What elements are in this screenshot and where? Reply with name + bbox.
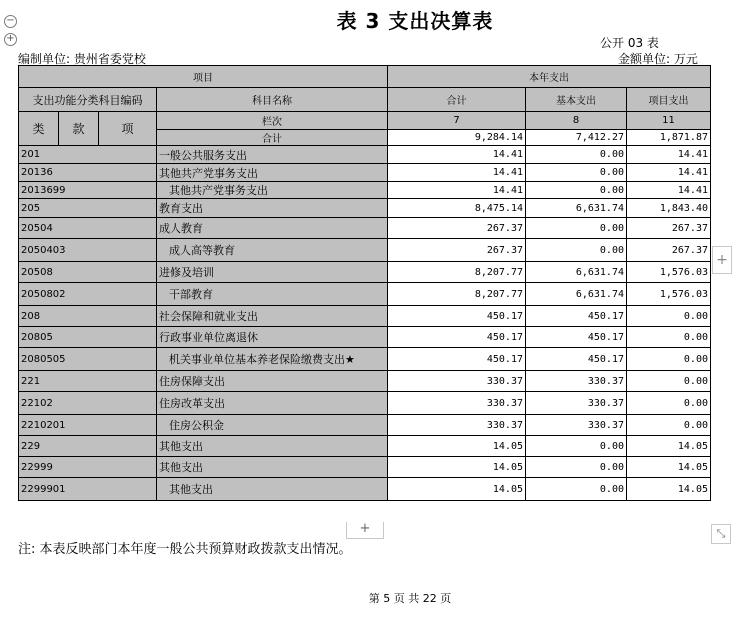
total-total: 9,284.14 (388, 130, 526, 146)
row-basic: 0.00 (526, 457, 627, 478)
row-basic: 450.17 (526, 306, 627, 327)
total-project: 1,871.87 (627, 130, 711, 146)
row-project: 14.41 (627, 164, 711, 182)
row-code: 205 (19, 199, 157, 218)
row-total: 330.37 (388, 371, 526, 392)
row-code: 229 (19, 436, 157, 457)
header-basic: 基本支出 (526, 88, 627, 112)
row-total: 8,207.77 (388, 283, 526, 306)
collapse-icon[interactable]: − (4, 15, 17, 28)
row-project: 14.05 (627, 478, 711, 501)
table-row (19, 348, 711, 371)
row-name: 其他支出 (157, 478, 388, 501)
row-project: 14.05 (627, 436, 711, 457)
row-total: 14.05 (388, 478, 526, 501)
header-xiang: 项 (99, 112, 157, 146)
row-name: 成人教育 (157, 218, 388, 239)
row-total: 267.37 (388, 218, 526, 239)
row-total: 330.37 (388, 392, 526, 415)
header-kuan: 款 (59, 112, 99, 146)
row-project: 0.00 (627, 306, 711, 327)
amount-unit: 金额单位: 万元 (618, 52, 698, 66)
row-code: 20504 (19, 218, 157, 239)
row-project: 267.37 (627, 239, 711, 262)
row-project: 0.00 (627, 415, 711, 436)
row-basic: 0.00 (526, 146, 627, 164)
row-total: 14.05 (388, 457, 526, 478)
table-row (19, 199, 711, 218)
row-basic: 0.00 (526, 478, 627, 501)
row-total: 267.37 (388, 239, 526, 262)
row-total: 8,207.77 (388, 262, 526, 283)
row-basic: 0.00 (526, 239, 627, 262)
total-label: 合计 (157, 130, 388, 146)
row-total: 450.17 (388, 306, 526, 327)
row-name: 行政事业单位离退休 (157, 327, 388, 348)
row-project: 0.00 (627, 392, 711, 415)
row-code: 2050802 (19, 283, 157, 306)
row-code: 201 (19, 146, 157, 164)
table-row (19, 146, 711, 164)
table-row (19, 392, 711, 415)
row-project: 1,843.40 (627, 199, 711, 218)
row-project: 267.37 (627, 218, 711, 239)
row-name: 其他支出 (157, 457, 388, 478)
table-row (19, 239, 711, 262)
row-name: 社会保障和就业支出 (157, 306, 388, 327)
row-name: 进修及培训 (157, 262, 388, 283)
row-basic: 330.37 (526, 392, 627, 415)
table-row (19, 457, 711, 478)
row-name: 其他共产党事务支出 (157, 164, 388, 182)
table-row (19, 478, 711, 501)
expenditure-table (18, 65, 711, 501)
row-project: 14.41 (627, 182, 711, 199)
add-row-icon[interactable]: + (346, 522, 384, 539)
header-subject-name: 科目名称 (157, 88, 388, 112)
total-basic: 7,412.27 (526, 130, 627, 146)
row-total: 330.37 (388, 415, 526, 436)
row-project: 1,576.03 (627, 262, 711, 283)
compiling-unit: 编制单位: 贵州省委党校 (18, 52, 146, 66)
row-total: 14.41 (388, 146, 526, 164)
row-total: 450.17 (388, 348, 526, 371)
table-row (19, 306, 711, 327)
table-row (19, 283, 711, 306)
row-basic: 330.37 (526, 415, 627, 436)
row-basic: 6,631.74 (526, 283, 627, 306)
row-project: 0.00 (627, 327, 711, 348)
row-code: 208 (19, 306, 157, 327)
table-row (19, 327, 711, 348)
row-total: 8,475.14 (388, 199, 526, 218)
row-code: 20508 (19, 262, 157, 283)
row-name: 住房保障支出 (157, 371, 388, 392)
header-col-basic: 8 (526, 112, 627, 130)
row-basic: 0.00 (526, 436, 627, 457)
row-basic: 0.00 (526, 164, 627, 182)
row-name: 住房公积金 (157, 415, 388, 436)
table-note: 注: 本表反映部门本年度一般公共预算财政拨款支出情况。 (18, 542, 352, 557)
row-code: 20136 (19, 164, 157, 182)
row-code: 2050403 (19, 239, 157, 262)
row-name: 成人高等教育 (157, 239, 388, 262)
row-code: 20805 (19, 327, 157, 348)
row-basic: 450.17 (526, 348, 627, 371)
row-total: 14.41 (388, 182, 526, 199)
row-name: 机关事业单位基本养老保险缴费支出★ (157, 348, 388, 371)
row-basic: 0.00 (526, 182, 627, 199)
header-func-code: 支出功能分类科目编码 (19, 88, 157, 112)
row-code: 22999 (19, 457, 157, 478)
expand-icon[interactable]: + (4, 33, 17, 46)
table-row (19, 262, 711, 283)
header-item: 项目 (19, 66, 388, 88)
row-total: 14.41 (388, 164, 526, 182)
page-title: 表 3 支出决算表 (336, 9, 494, 33)
row-total: 450.17 (388, 327, 526, 348)
header-col-total: 7 (388, 112, 526, 130)
table-number: 公开 03 表 (600, 36, 659, 50)
row-basic: 6,631.74 (526, 199, 627, 218)
header-lei: 类 (19, 112, 59, 146)
row-code: 2013699 (19, 182, 157, 199)
row-project: 0.00 (627, 348, 711, 371)
row-name: 干部教育 (157, 283, 388, 306)
row-code: 2210201 (19, 415, 157, 436)
row-project: 1,576.03 (627, 283, 711, 306)
row-code: 2080505 (19, 348, 157, 371)
header-current-year: 本年支出 (388, 66, 711, 88)
row-basic: 330.37 (526, 371, 627, 392)
table-row (19, 218, 711, 239)
header-column-no: 栏次 (157, 112, 388, 130)
table-row (19, 436, 711, 457)
table-row (19, 415, 711, 436)
header-total: 合计 (388, 88, 526, 112)
row-basic: 6,631.74 (526, 262, 627, 283)
page-indicator: 第 5 页 共 22 页 (368, 592, 452, 605)
row-basic: 450.17 (526, 327, 627, 348)
row-code: 2299901 (19, 478, 157, 501)
row-project: 14.41 (627, 146, 711, 164)
row-name: 教育支出 (157, 199, 388, 218)
table-row (19, 164, 711, 182)
table-row (19, 182, 711, 199)
row-name: 其他支出 (157, 436, 388, 457)
row-project: 14.05 (627, 457, 711, 478)
header-col-project: 11 (627, 112, 711, 130)
header-project: 项目支出 (627, 88, 711, 112)
row-basic: 0.00 (526, 218, 627, 239)
resize-icon[interactable]: ⤡ (711, 524, 731, 544)
row-name: 其他共产党事务支出 (157, 182, 388, 199)
row-name: 住房改革支出 (157, 392, 388, 415)
row-code: 221 (19, 371, 157, 392)
row-code: 22102 (19, 392, 157, 415)
add-column-icon[interactable]: + (712, 246, 732, 274)
row-project: 0.00 (627, 371, 711, 392)
table-row (19, 371, 711, 392)
row-total: 14.05 (388, 436, 526, 457)
row-name: 一般公共服务支出 (157, 146, 388, 164)
